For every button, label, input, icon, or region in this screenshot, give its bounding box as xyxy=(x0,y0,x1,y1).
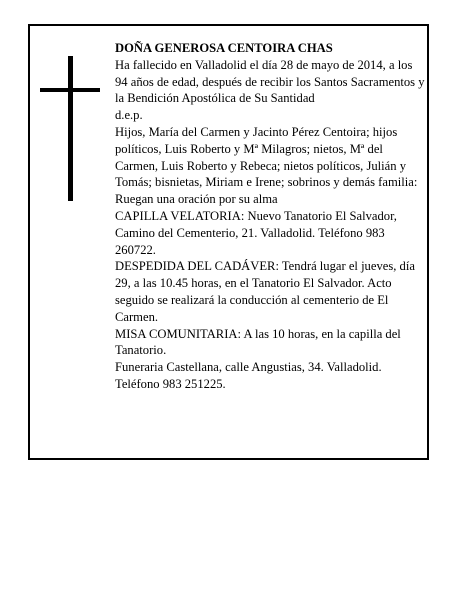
prayer-request: Ruegan una oración por su alma xyxy=(115,192,278,207)
cross-vertical-bar xyxy=(68,56,73,201)
cross-icon xyxy=(40,56,100,201)
notice-text xyxy=(115,40,425,393)
death-announcement: Ha fallecido en Valladolid el día 28 de mayo de 2014, a los 94 años de edad, después de recibir los Santos Sacramentos y la Bendición Apostólica de Su Santidad xyxy=(115,57,425,106)
wake-info: CAPILLA VELATORIA: Nuevo Tanatorio El Salvador, Camino del Cementerio, 21. Valladolid. Teléfono 983 260722. xyxy=(115,208,397,257)
obituary-notice xyxy=(28,24,429,460)
mass-info: MISA COMUNITARIA: A las 10 horas, en la capilla del Tanatorio. xyxy=(115,326,401,358)
deceased-name: DOÑA GENEROSA CENTOIRA CHAS xyxy=(115,41,333,55)
funeral-home-info: Funeraria Castellana, calle Angustias, 34. Valladolid. Teléfono 983 251225. xyxy=(115,360,382,391)
family-list: Hijos, María del Carmen y Jacinto Pérez Centoira; hijos políticos, Luis Roberto y Mª Milagros; nietos, Mª del Carmen, Luis Roberto y Rebeca; nietos políticos, Julián y Tomás; bisnietas, Miriam e Irene; sobrinos y demás familia: xyxy=(115,124,418,190)
farewell-info: DESPEDIDA DEL CADÁVER: Tendrá lugar el jueves, día 29, a las 10.45 horas, en el Tanatorio El Salvador. Acto seguido se realizará la conducción al cementerio de El Carmen. xyxy=(115,259,415,324)
dep-abbreviation: d.e.p. xyxy=(115,108,143,123)
cross-horizontal-bar xyxy=(40,88,100,92)
